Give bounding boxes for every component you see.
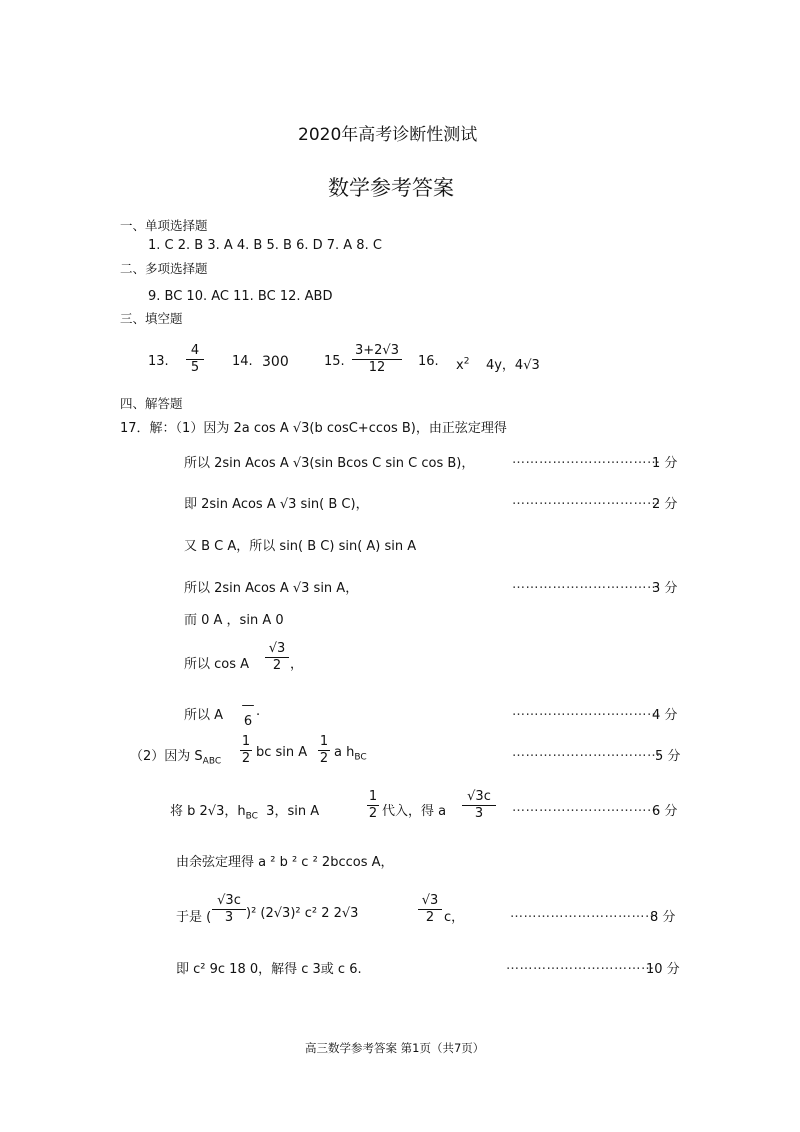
area-fraction-2-num: 1 xyxy=(319,734,329,749)
q16-label: 16. xyxy=(418,354,439,369)
single-choice-answers: 1. C 2. B 3. A 4. B 5. B 6. D 7. A 8. C xyxy=(148,238,382,253)
q16-rest: 4y，4√3 xyxy=(485,358,540,373)
a-value-num: √3c xyxy=(462,789,496,806)
q13-numerator: 4 xyxy=(186,343,204,360)
then-line-b: )² (2√3)² c² 2 2√3 xyxy=(246,906,359,921)
score-dots: …………………………… xyxy=(506,958,655,973)
comma: ， xyxy=(290,657,304,672)
page-title: 2020年高考诊断性测试 xyxy=(298,125,478,145)
cos-a-fraction xyxy=(265,641,289,674)
score-dots: …………………………… xyxy=(512,704,661,719)
score-5: 5 分 xyxy=(655,749,681,764)
area-fraction-2 xyxy=(318,734,330,767)
q15-denominator: 12 xyxy=(368,360,386,375)
substitute-line xyxy=(170,800,319,822)
solution-line-5: 所以 2sin Acos A √3 sin A， xyxy=(184,581,359,596)
then-fraction-2-num: √3 xyxy=(418,893,442,910)
score-3: 3 分 xyxy=(652,581,678,596)
solution-line-8: 所以 A xyxy=(184,708,224,723)
q14-answer: 300 xyxy=(262,354,289,370)
final-line: 即 c² 9c 18 0，解得 c 3或 c 6. xyxy=(176,962,362,977)
area-ah-text: a h xyxy=(334,745,355,760)
then-line-c: c， xyxy=(444,910,465,925)
score-4: 4 分 xyxy=(652,708,678,723)
section-heading-fill-in: 三、填空题 xyxy=(120,311,183,326)
solution-line-1: 17．解：（1）因为 2a cos A √3(b cosC+ccos B)，由正弦定理得 xyxy=(120,421,507,436)
solution-line-6: 而 0 A ，sin A 0 xyxy=(184,613,284,628)
sin-fraction xyxy=(367,789,379,822)
area-ah-sub: BC xyxy=(354,752,367,763)
q16-exponent: 2 xyxy=(463,356,470,367)
score-dots: …………………………… xyxy=(510,906,659,921)
then-line-a: 于是 ( xyxy=(176,910,212,925)
cos-a-denominator: 2 xyxy=(272,658,282,673)
score-dots: …………………………… xyxy=(512,745,661,760)
cosine-law-line: 由余弦定理得 a ² b ² c ² 2bccos A， xyxy=(176,855,394,870)
score-dots: …………………………… xyxy=(512,577,661,592)
q15-label: 15. xyxy=(324,354,345,369)
section-heading-multi-choice: 二、多项选择题 xyxy=(120,261,208,276)
then-fraction-2 xyxy=(418,893,442,926)
solution-line-3: 即 2sin Acos A √3 sin( B C)， xyxy=(184,497,369,512)
a-value-fraction xyxy=(462,789,496,822)
period: . xyxy=(256,704,261,719)
q13-denominator: 5 xyxy=(190,360,200,375)
q14-label: 14. xyxy=(232,354,253,369)
page-subtitle: 数学参考答案 xyxy=(328,176,454,200)
area-bcsin: bc sin A xyxy=(256,745,308,760)
angle-a-fraction xyxy=(240,698,256,730)
cos-a-numerator: √3 xyxy=(265,641,289,658)
area-fraction-1-den: 2 xyxy=(241,751,251,766)
angle-a-denominator: 6 xyxy=(243,714,253,729)
substitute-sub: BC xyxy=(245,811,258,822)
page-footer: 高三数学参考答案 第1页（共7页） xyxy=(305,1041,485,1055)
q16-var: x xyxy=(456,358,464,373)
q13-fraction xyxy=(186,343,204,376)
part2-label xyxy=(130,745,221,767)
score-dots: …………………………… xyxy=(512,452,661,467)
score-dots: …………………………… xyxy=(512,800,661,815)
area-fraction-2-den: 2 xyxy=(319,751,329,766)
area-fraction-1 xyxy=(240,734,252,767)
q13-label: 13. xyxy=(148,354,169,369)
solution-line-7: 所以 cos A xyxy=(184,657,250,672)
area-ah xyxy=(334,745,367,763)
q15-fraction xyxy=(352,343,402,376)
substitute-b: 3，sin A xyxy=(266,804,320,819)
sin-fraction-num: 1 xyxy=(368,789,378,804)
solution-line-2: 所以 2sin Acos A √3(sin Bcos C sin C cos B)， xyxy=(184,456,475,471)
q15-numerator: 3+2√3 xyxy=(352,343,402,360)
substitute-c: 代入，得 a xyxy=(382,804,447,819)
then-fraction-1 xyxy=(212,893,246,926)
section-heading-single-choice: 一、单项选择题 xyxy=(120,218,208,233)
part2-text: （2）因为 S xyxy=(130,749,203,764)
angle-a-numerator: — xyxy=(241,698,255,713)
score-1: 1 分 xyxy=(652,456,678,471)
then-fraction-2-den: 2 xyxy=(425,910,435,925)
solution-line-4: 又 B C A，所以 sin( B C) sin( A) sin A xyxy=(184,539,417,554)
score-8: 8 分 xyxy=(650,910,676,925)
substitute-text: 将 b 2√3，h xyxy=(170,804,246,819)
score-6: 6 分 xyxy=(652,804,678,819)
then-fraction-1-num: √3c xyxy=(212,893,246,910)
a-value-den: 3 xyxy=(474,806,484,821)
then-fraction-1-den: 3 xyxy=(224,910,234,925)
section-heading-solutions: 四、解答题 xyxy=(120,396,183,411)
part2-sub-abc: ABC xyxy=(202,756,222,767)
multi-choice-answers: 9. BC 10. AC 11. BC 12. ABD xyxy=(148,289,333,304)
score-2: 2 分 xyxy=(652,497,678,512)
area-fraction-1-num: 1 xyxy=(241,734,251,749)
score-10: 10 分 xyxy=(646,962,680,977)
score-dots: …………………………… xyxy=(512,493,661,508)
q16-answer xyxy=(456,354,540,373)
sin-fraction-den: 2 xyxy=(368,806,378,821)
